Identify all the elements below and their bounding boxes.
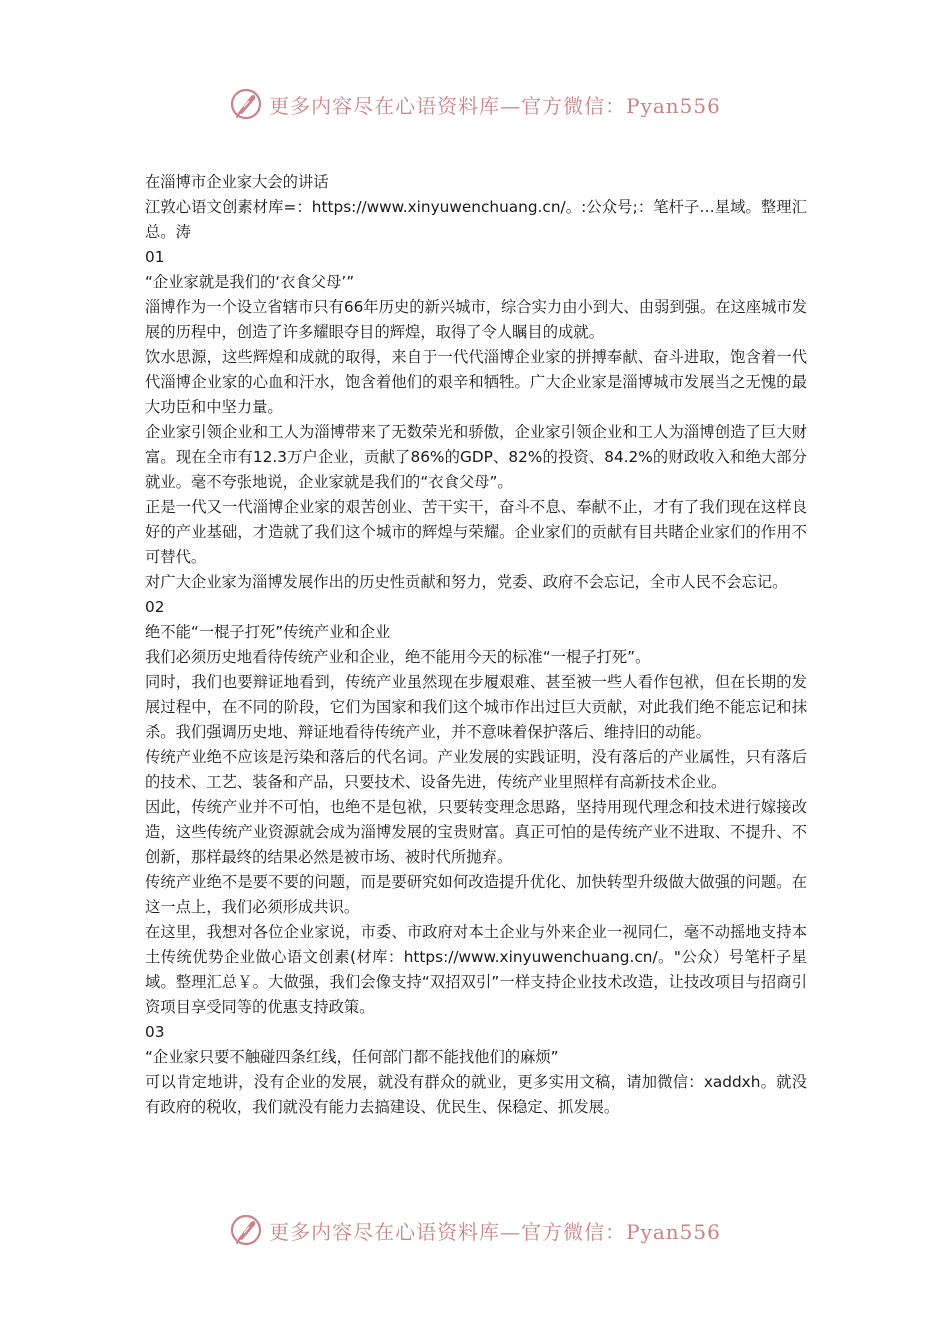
paragraph: 对广大企业家为淄博发展作出的历史性贡献和努力，党委、政府不会忘记，全市人民不会忘记。 (145, 573, 788, 591)
header-banner (0, 82, 950, 126)
paragraph: 同时，我们也要辩证地看到，传统产业虽然现在步履艰难、甚至被一些人看作包袱，但在长期的发展过程中，在不同的阶段，它们为国家和我们这个城市作出过巨大贡献，对此我们绝不能忘记和抹杀。我们强调历史地、辩证地看待传统产业，并不意味着保护落后、维持旧的动能。 (145, 673, 807, 741)
quill-pen-icon (229, 1213, 263, 1247)
paragraph: 企业家引领企业和工人为淄博带来了无数荣光和骄傲，企业家引领企业和工人为淄博创造了巨大财富。现在全市有12.3万户企业，贡献了86%的GDP、82%的投资、84.2%的财政收入和绝大部分就业。毫不夸张地说，企业家就是我们的“衣食父母”。 (145, 423, 807, 491)
paragraph: 因此，传统产业并不可怕，也绝不是包袱，只要转变理念思路，坚持用现代理念和技术进行嫁接改造，这些传统产业资源就会成为淄博发展的宝贵财富。真正可怕的是传统产业不进取、不提升、不创新，那样最终的结果必然是被市场、被时代所抛弃。 (145, 798, 807, 866)
document-body (145, 170, 807, 1120)
paragraph: 传统产业绝不是要不要的问题，而是要研究如何改造提升优化、加快转型升级做大做强的问题。在这一点上，我们必须形成共识。 (145, 873, 807, 916)
source-note: 江敦心语文创素材库=：https://www.xinyuwenchuang.cn/。:公众号;：笔杆子…星域。整理汇总。涛 (145, 198, 807, 241)
paragraph: 淄博作为一个设立省辖市只有66年历史的新兴城市，综合实力由小到大、由弱到强。在这座城市发展的历程中，创造了许多耀眼夺目的辉煌，取得了令人瞩目的成就。 (145, 298, 807, 341)
quill-pen-icon (229, 87, 263, 121)
section-heading-3: “企业家只要不触碰四条红线，任何部门都不能找他们的麻烦” (145, 1048, 559, 1066)
paragraph: 正是一代又一代淄博企业家的艰苦创业、苦干实干，奋斗不息、奉献不止，才有了我们现在这样良好的产业基础，才造就了我们这个城市的辉煌与荣耀。企业家们的贡献有目共睹企业家们的作用不可替代。 (145, 498, 807, 566)
header-banner-text: 更多内容尽在心语资料库—官方微信：Pyan556 (269, 93, 721, 118)
section-number-02: 02 (145, 598, 165, 616)
paragraph: 传统产业绝不应该是污染和落后的代名词。产业发展的实践证明，没有落后的产业属性，只有落后的技术、工艺、装备和产品，只要技术、设备先进，传统产业里照样有高新技术企业。 (145, 748, 807, 791)
section-number-01: 01 (145, 248, 165, 266)
section-number-03: 03 (145, 1023, 165, 1041)
section-heading-1: “企业家就是我们的‘衣食父母’” (145, 273, 355, 291)
paragraph: 饮水思源，这些辉煌和成就的取得，来自于一代代淄博企业家的拼搏奉献、奋斗进取，饱含着一代代淄博企业家的心血和汗水，饱含着他们的艰辛和牺牲。广大企业家是淄博城市发展当之无愧的最大功臣和中坚力量。 (145, 348, 807, 416)
footer-banner (0, 1208, 950, 1252)
paragraph: 我们必须历史地看待传统产业和企业，绝不能用今天的标准“一棍子打死”。 (145, 648, 651, 666)
document-title: 在淄博市企业家大会的讲话 (145, 173, 329, 191)
paragraph: 在这里，我想对各位企业家说，市委、市政府对本土企业与外来企业一视同仁，毫不动摇地支持本土传统优势企业做心语文创素(材库：https://www.xinyuwenchuang.cn/。"公众）号笔杆子星域。整理汇总￥。大做强，我们会像支持“双招双引”一样支持企业技术改造，让技改项目与招商引资项目享受同等的优惠支持政策。 (145, 923, 807, 1016)
section-heading-2: 绝不能“一棍子打死”传统产业和企业 (145, 623, 391, 641)
footer-banner-text: 更多内容尽在心语资料库—官方微信：Pyan556 (269, 1219, 721, 1244)
paragraph: 可以肯定地讲，没有企业的发展，就没有群众的就业，更多实用文稿，请加微信：xaddxh。就没有政府的税收，我们就没有能力去搞建设、优民生、保稳定、抓发展。 (145, 1073, 807, 1116)
